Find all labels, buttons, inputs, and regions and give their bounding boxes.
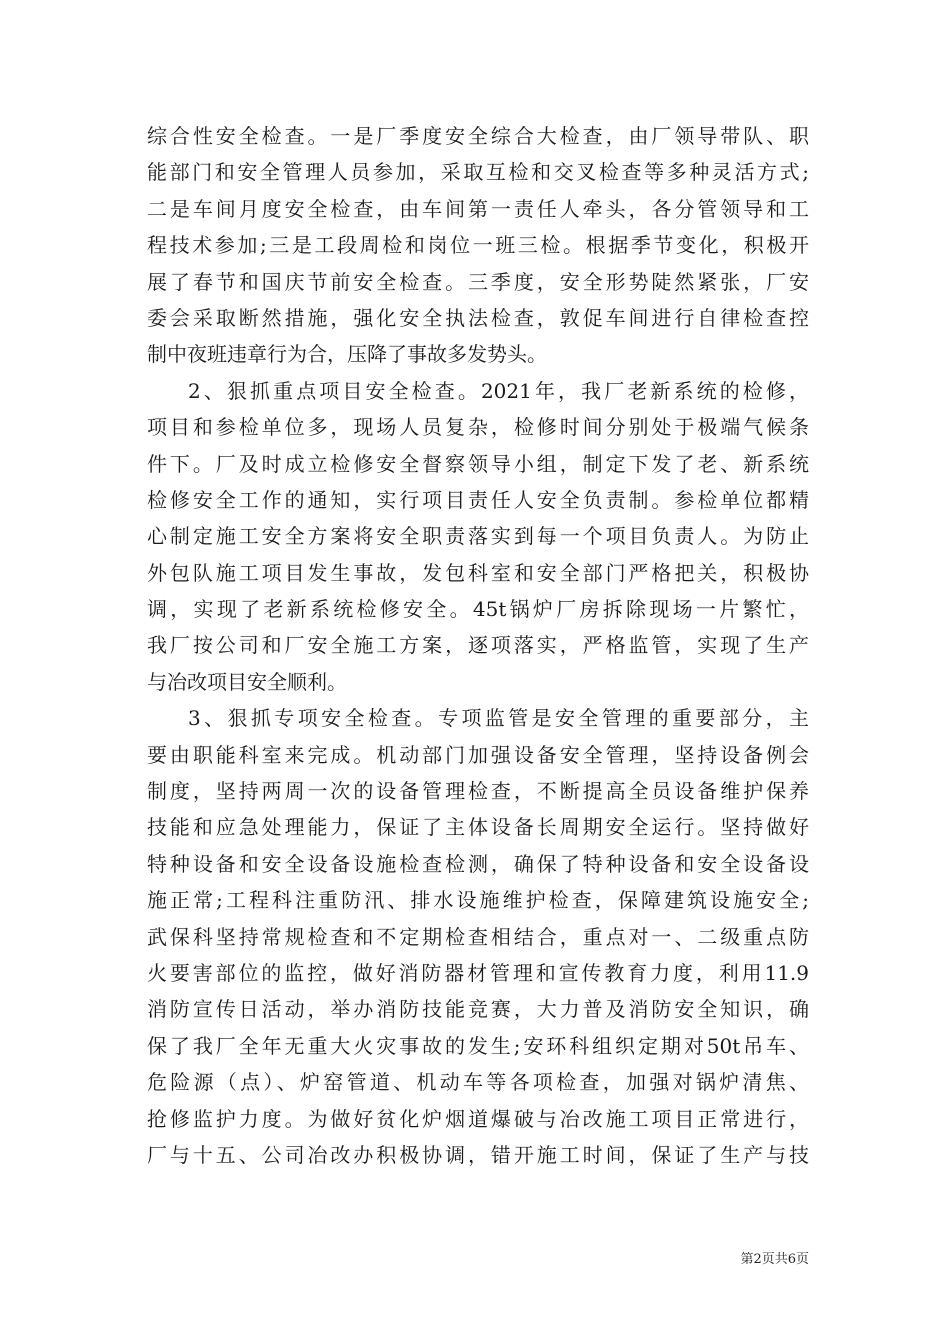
text-line: 展了春节和国庆节前安全检查。三季度，安全形势陡然紧张，厂安 xyxy=(147,269,809,294)
paragraph xyxy=(147,373,809,701)
text-line: 能部门和安全管理人员参加，采取互检和交叉检查等多种灵活方式; xyxy=(147,160,809,185)
document-body xyxy=(147,118,809,1173)
paragraph xyxy=(147,118,809,373)
text-line: 心制定施工安全方案将安全职责落实到每一个项目负责人。为防止 xyxy=(147,524,809,549)
text-line: 保了我厂全年无重大火灾事故的发生;安环科组织定期对50t吊车、 xyxy=(147,1033,809,1058)
text-line: 3、狠抓专项安全检查。专项监管是安全管理的重要部分，主 xyxy=(188,706,809,731)
text-line: 抢修监护力度。为做好贫化炉烟道爆破与冶改施工项目正常进行， xyxy=(147,1106,809,1131)
text-line: 制中夜班违章行为合，压降了事故多发势头。 xyxy=(147,342,547,367)
text-line: 二是车间月度安全检查，由车间第一责任人牵头，各分管领导和工 xyxy=(147,196,809,221)
text-line: 特种设备和安全设备设施检查检测，确保了特种设备和安全设备设 xyxy=(147,851,809,876)
text-line: 2、狠抓重点项目安全检查。2021年，我厂老新系统的检修， xyxy=(188,378,809,403)
text-line: 综合性安全检查。一是厂季度安全综合大检查，由厂领导带队、职 xyxy=(147,124,809,148)
text-line: 武保科坚持常规检查和不定期检查相结合，重点对一、二级重点防 xyxy=(147,924,809,949)
text-line: 消防宣传日活动，举办消防技能竞赛，大力普及消防安全知识，确 xyxy=(147,997,809,1022)
text-line: 外包队施工项目发生事故，发包科室和安全部门严格把关，积极协 xyxy=(147,560,809,585)
text-line: 危险源（点）、炉窑管道、机动车等各项检查，加强对锅炉清焦、 xyxy=(147,1070,809,1095)
text-line: 我厂按公司和厂安全施工方案，逐项落实，严格监管，实现了生产 xyxy=(147,633,809,658)
text-line: 要由职能科室来完成。机动部门加强设备安全管理，坚持设备例会 xyxy=(147,742,809,767)
text-line: 检修安全工作的通知，实行项目责任人安全负责制。参检单位都精 xyxy=(147,487,809,512)
text-line: 施正常;工程科注重防汛、排水设施维护检查，保障建筑设施安全; xyxy=(147,888,809,913)
text-line: 火要害部位的监控，做好消防器材管理和宣传教育力度，利用11.9 xyxy=(147,960,809,985)
text-line: 件下。厂及时成立检修安全督察领导小组，制定下发了老、新系统 xyxy=(147,451,809,476)
text-line: 程技术参加;三是工段周检和岗位一班三检。根据季节变化，积极开 xyxy=(147,233,809,258)
text-line: 委会采取断然措施，强化安全执法检查，敦促车间进行自律检查控 xyxy=(147,305,809,330)
text-line: 项目和参检单位多，现场人员复杂，检修时间分别处于极端气候条 xyxy=(147,415,809,440)
text-line: 厂与十五、公司冶改办积极协调，错开施工时间，保证了生产与技 xyxy=(147,1142,809,1167)
text-line: 制度，坚持两周一次的设备管理检查，不断提高全员设备维护保养 xyxy=(147,779,809,804)
text-line: 调，实现了老新系统检修安全。45t锅炉厂房拆除现场一片繁忙， xyxy=(147,597,809,622)
text-line: 技能和应急处理能力，保证了主体设备长周期安全运行。坚持做好 xyxy=(147,815,809,840)
text-line: 与冶改项目安全顺利。 xyxy=(147,669,347,694)
paragraph xyxy=(147,700,809,1173)
page-number: 第2页共6页 xyxy=(740,1252,809,1267)
